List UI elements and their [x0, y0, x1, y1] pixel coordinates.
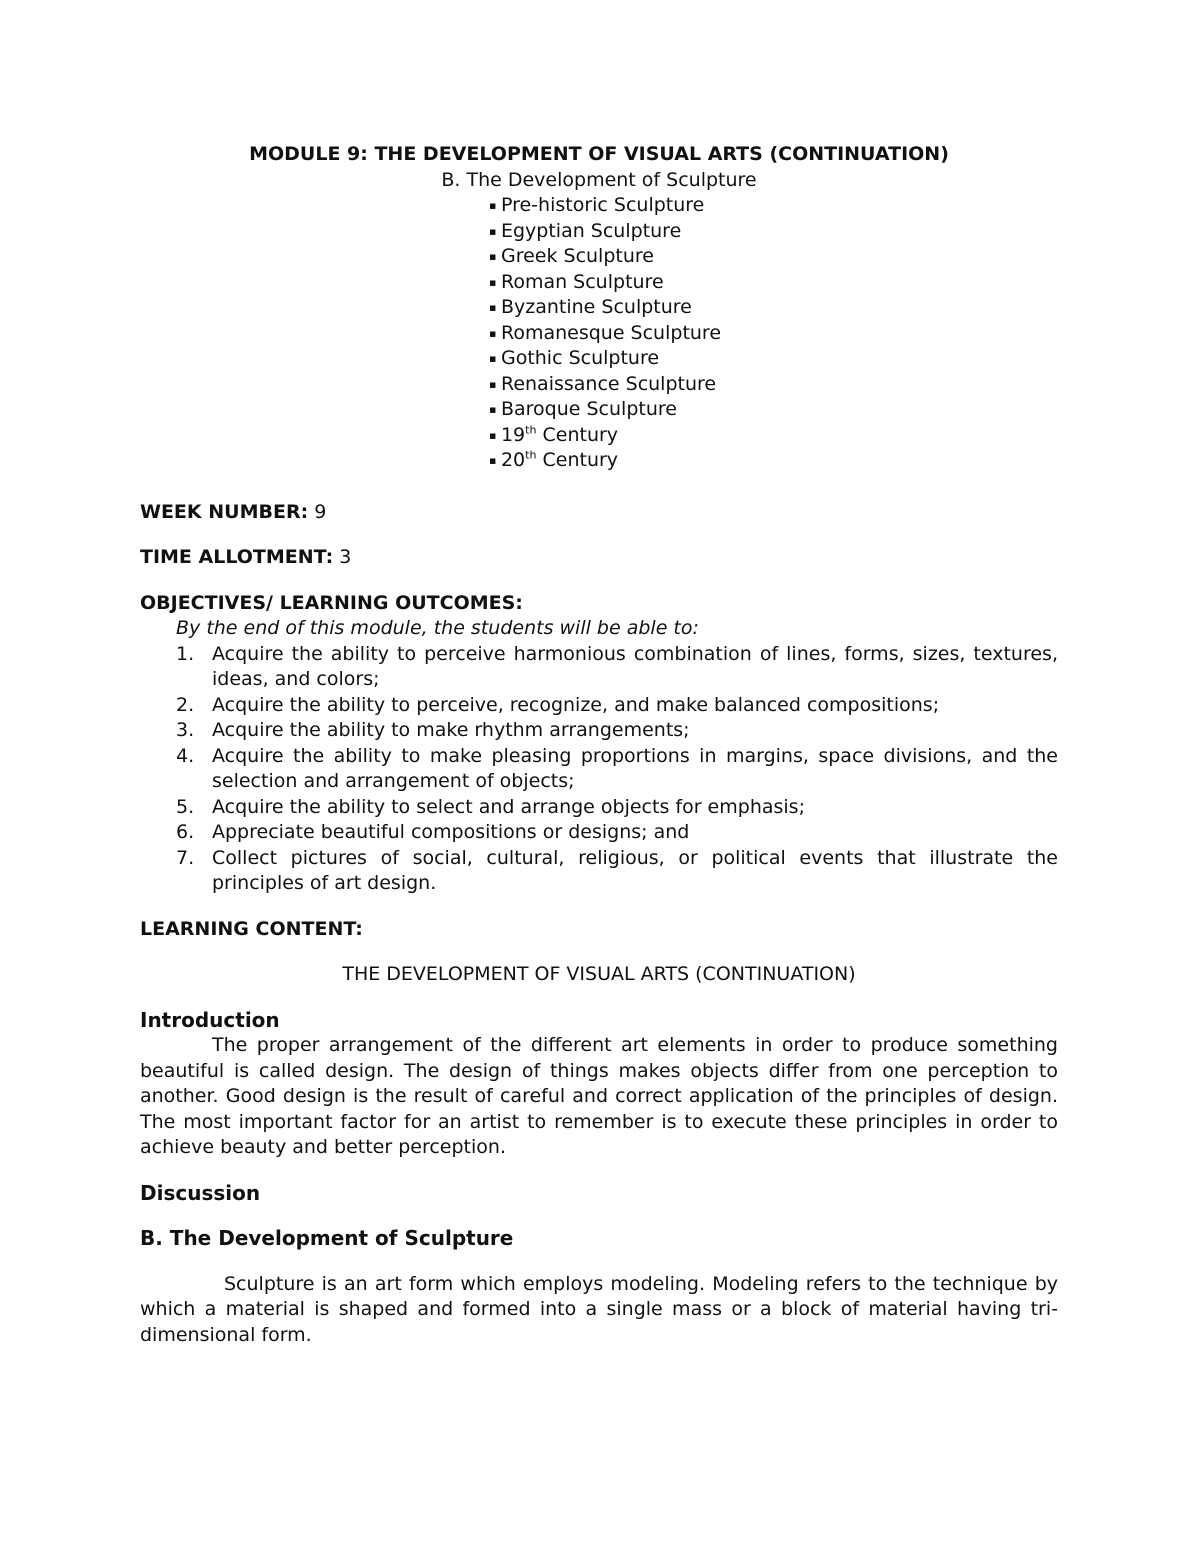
topic-list-item [489, 193, 721, 219]
topic-text: Renaissance Sculpture [500, 372, 717, 395]
objective-number: 2. [176, 693, 195, 716]
topic-text: Byzantine Sculpture [500, 296, 692, 318]
week-number [140, 500, 1058, 526]
document-page [140, 142, 1058, 1348]
objective-text: Acquire the ability to perceive, recognize, and make balanced compositions; [212, 693, 940, 716]
topic-list-item [489, 372, 721, 398]
module-title: MODULE 9: THE DEVELOPMENT OF VISUAL ARTS (CONTINUATION) [249, 143, 949, 165]
week-number-value: 9 [308, 500, 327, 523]
topic-text-rest: Century [536, 423, 619, 446]
bullet-icon: ▪ [488, 352, 497, 365]
bullet-icon: ▪ [488, 250, 497, 263]
topic-list-item [489, 270, 721, 296]
topic-ordinal-suffix: th [525, 448, 537, 462]
sculpture-heading: B. The Development of Sculpture [140, 1226, 514, 1250]
bullet-icon: ▪ [488, 377, 497, 391]
introduction-text: The proper arrangement of the different art elements in order to produce something beautiful is called design. The design of things makes objects differ from one perception to another. Good design is the result of careful and correct application of the principles of design. The most important factor for an artist to remember is to execute these principles in order to achieve beauty and better perception. [140, 1034, 1058, 1158]
objective-text: Collect pictures of social, cultural, religious, or political events that illustrate the principles of art design. [212, 846, 1058, 894]
objective-item [140, 693, 1058, 719]
topic-list-item [489, 321, 721, 347]
topic-text: Roman Sculpture [500, 270, 664, 293]
time-allotment [140, 545, 1058, 571]
objective-text: Acquire the ability to select and arrange objects for emphasis; [212, 795, 805, 818]
bullet-icon: ▪ [488, 275, 497, 289]
objective-item [140, 795, 1058, 821]
time-allotment-value: 3 [333, 546, 352, 568]
bullet-icon: ▪ [488, 454, 497, 467]
introduction-heading: Introduction [140, 1007, 280, 1032]
week-number-label: WEEK NUMBER: [140, 500, 309, 523]
topic-text: Baroque Sculpture [500, 398, 677, 420]
bullet-icon: ▪ [488, 199, 497, 212]
topic-ordinal-suffix: th [525, 423, 537, 437]
topic-list-item [489, 423, 721, 449]
topic-text: 19 [500, 423, 526, 446]
objectives-intro: By the end of this module, the students will be able to: [176, 617, 699, 639]
time-allotment-label: TIME ALLOTMENT: [140, 546, 334, 568]
topic-text: 20 [500, 449, 526, 471]
topic-list-item [489, 397, 721, 423]
topic-list [489, 193, 721, 474]
bullet-icon: ▪ [488, 428, 497, 442]
sculpture-text: Sculpture is an art form which employs modeling. Modeling refers to the technique by which a material is shaped and formed into a single mass or a block of material having tri-dimensional form. [140, 1272, 1058, 1346]
objective-number: 7. [176, 846, 195, 869]
topic-text: Gothic Sculpture [500, 347, 660, 369]
topic-text: Egyptian Sculpture [500, 219, 682, 242]
topic-text: Romanesque Sculpture [500, 321, 722, 344]
section-subtitle: B. The Development of Sculpture [441, 168, 757, 191]
objectives-heading: OBJECTIVES/ LEARNING OUTCOMES: [140, 591, 523, 614]
objective-text: Acquire the ability to make rhythm arrangements; [212, 719, 690, 741]
objectives-list [140, 642, 1058, 897]
topic-list-item [489, 219, 721, 245]
objective-number: 5. [176, 795, 195, 818]
learning-content-heading: LEARNING CONTENT: [140, 917, 363, 940]
objective-text: Acquire the ability to make pleasing proportions in margins, space divisions, and the selection and arrangement of objects; [212, 744, 1058, 792]
topic-list-item [489, 295, 721, 321]
learning-content-title: THE DEVELOPMENT OF VISUAL ARTS (CONTINUATION) [342, 963, 856, 985]
topic-text-rest: Century [536, 449, 619, 471]
bullet-icon: ▪ [488, 301, 497, 314]
topic-text: Pre-historic Sculpture [500, 194, 705, 216]
topic-list-wrapper [140, 193, 1058, 474]
bullet-icon: ▪ [488, 326, 497, 340]
objective-item [140, 642, 1058, 693]
bullet-icon: ▪ [488, 224, 497, 238]
objective-item [140, 744, 1058, 795]
topic-text: Greek Sculpture [500, 245, 654, 267]
objective-number: 3. [176, 719, 195, 741]
objective-item [140, 820, 1058, 846]
topic-list-item [489, 448, 721, 474]
discussion-heading: Discussion [140, 1180, 261, 1205]
objective-number: 1. [176, 642, 195, 665]
objective-number: 6. [176, 821, 195, 843]
topic-list-item [489, 346, 721, 372]
topic-list-item [489, 244, 721, 270]
objective-text: Appreciate beautiful compositions or designs; and [212, 821, 690, 843]
bullet-icon: ▪ [488, 403, 497, 416]
objective-item [140, 846, 1058, 897]
objective-item [140, 718, 1058, 744]
objective-text: Acquire the ability to perceive harmonious combination of lines, forms, sizes, textures, ideas, and colors; [212, 642, 1058, 690]
objective-number: 4. [176, 744, 195, 767]
